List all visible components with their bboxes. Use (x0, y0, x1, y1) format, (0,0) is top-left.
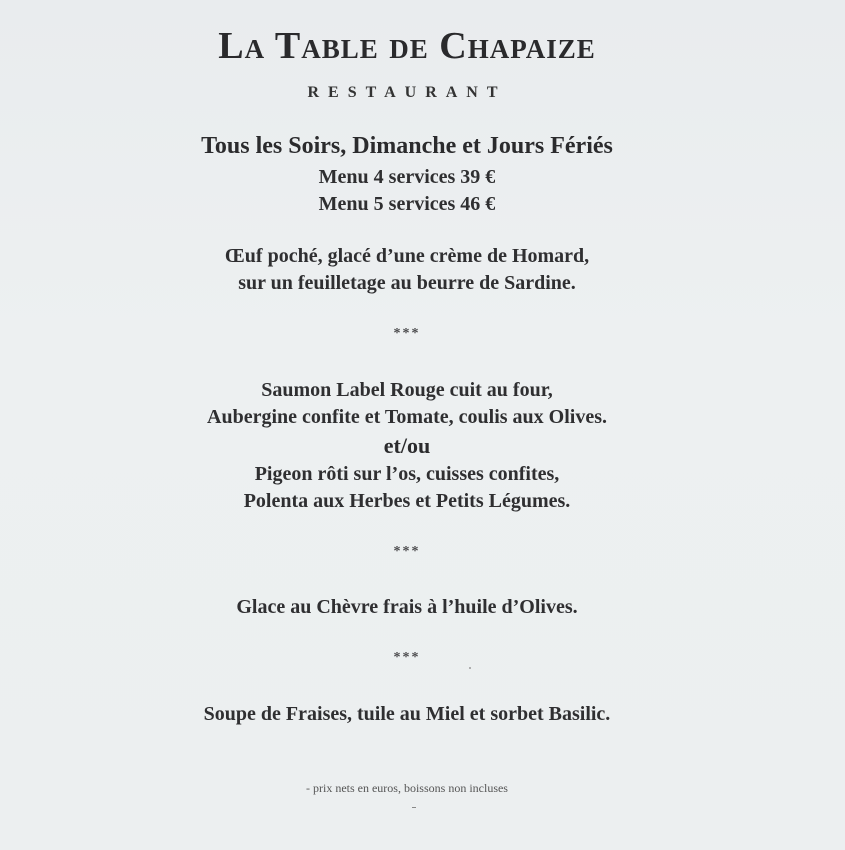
main-option-1-line-1: Saumon Label Rouge cuit au four, (261, 379, 553, 401)
menu-5-services: Menu 5 services 46 € (318, 193, 496, 215)
restaurant-subtitle: RESTAURANT (307, 84, 507, 101)
main-course-conjunction: et/ou (383, 433, 431, 458)
main-option-2-line-2: Polenta aux Herbes et Petits Légumes. (243, 490, 571, 512)
restaurant-title: La Table de Chapaize (218, 25, 596, 67)
main-option-1-line-2: Aubergine confite et Tomate, coulis aux Olives. (207, 406, 607, 428)
starter-line-1: Œuf poché, glacé d’une crème de Homard, (224, 245, 590, 267)
starter-line-2: sur un feuilletage au beurre de Sardine. (238, 272, 576, 294)
course-separator-1: *** (393, 326, 421, 341)
course-separator-2: *** (393, 544, 421, 559)
course-separator-3: *** (393, 650, 421, 665)
cheese-course: Glace au Chèvre frais à l’huile d’Olives. (236, 596, 578, 618)
price-footnote: - prix nets en euros, boissons non incluses (306, 781, 508, 795)
menu-4-services: Menu 4 services 39 € (318, 166, 496, 188)
offer-heading: Tous les Soirs, Dimanche et Jours Fériés (201, 133, 613, 159)
footer-dash-mark (412, 807, 416, 808)
dessert-course: Soupe de Fraises, tuile au Miel et sorbet Basilic. (203, 703, 611, 725)
main-option-2-line-1: Pigeon rôti sur l’os, cuisses confites, (254, 463, 560, 485)
paper-speck (469, 667, 471, 669)
